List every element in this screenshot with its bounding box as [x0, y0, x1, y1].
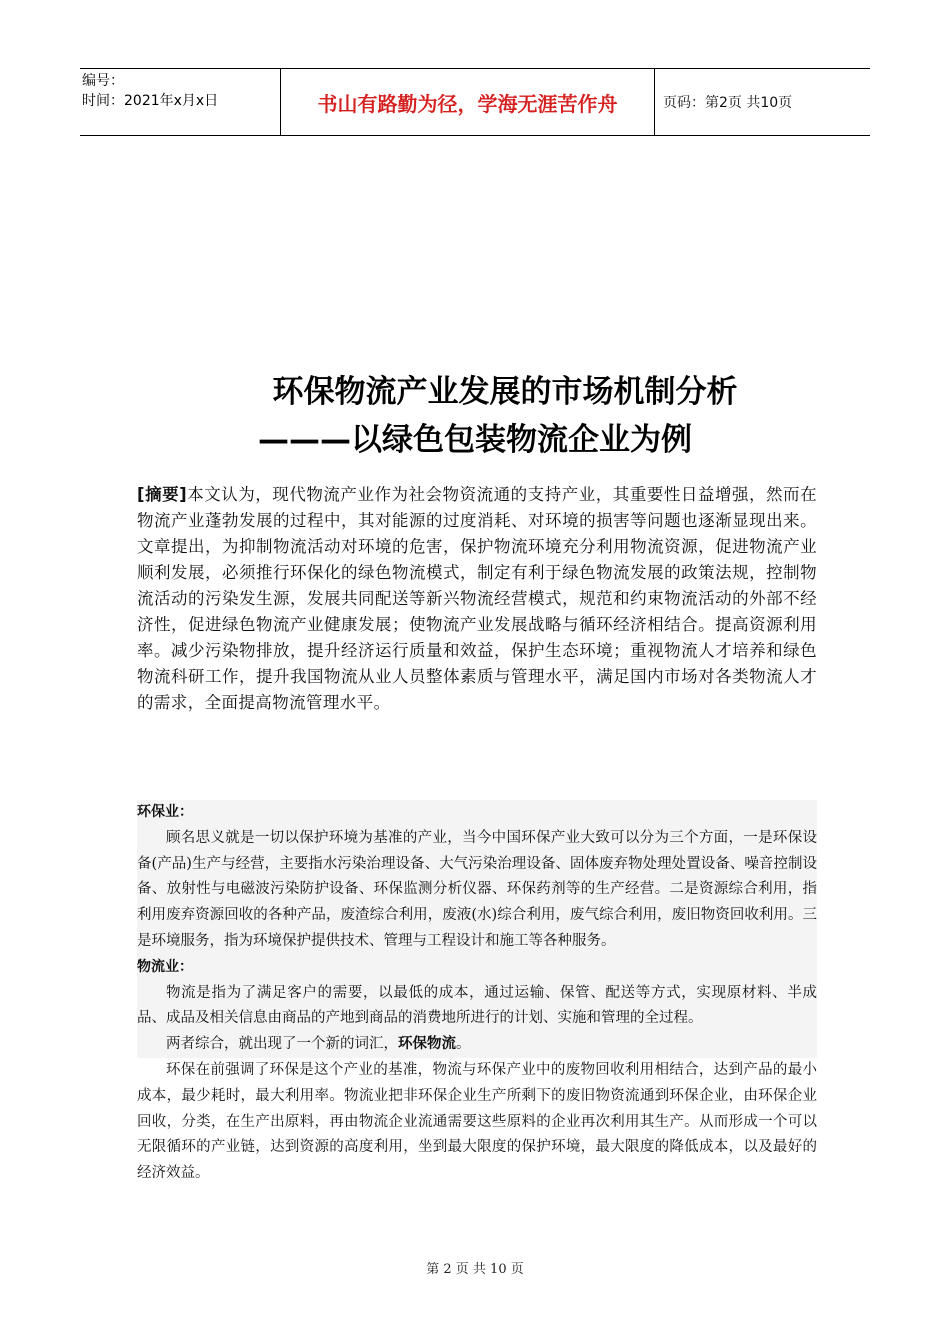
final-paragraph: 环保在前强调了环保是这个产业的基准，物流与环保产业中的废物回收利用相结合，达到产品的最小成本，最少耗时，最大利用率。物流业把非环保企业生产所剩下的废旧物资流通到环保企业，由环保企业回收，分类，在生产出原料，再由物流企业流通需要这些原料的企业再次利用其生产。从而形成一个可以无限循环的产业链，达到资源的高度利用，坐到最大限度的保护环境，最大限度的降低成本，以及最好的经济效益。: [137, 1061, 817, 1182]
header-motto: 书山有路勤为径，学海无涯苦作舟: [281, 69, 655, 135]
env-paragraph: 顾名思义就是一切以保护环境为基准的产业，当今中国环保产业大致可以分为三个方面，一是环保设备(产品)生产与经营，主要指水污染治理设备、大气污染治理设备、固体废弃物处理处置设备、噪音控制设备、放射性与电磁波污染防护设备、环保监测分析仪器、环保药剂等的生产经营。二是资源综合利用，指利用废弃资源回收的各种产品，废渣综合利用，废液(水)综合利用，废气综合利用，废旧物资回收利用。三是环境服务，指为环境保护提供技术、管理与工程设计和施工等各种服务。: [137, 829, 817, 949]
header-time-label: 时间：2021年x月x日: [82, 93, 219, 109]
abstract-label: [摘要]: [137, 485, 188, 504]
header-number-label: 编号：: [82, 73, 124, 89]
logistics-heading: 物流业：: [137, 958, 193, 975]
abstract-text: 本文认为，现代物流产业作为社会物资流通的支持产业，其重要性日益增强，然而在物流产业蓬勃发展的过程中，其对能源的过度消耗、对环境的损害等问题也逐渐显现出来。文章提出，为抑制物流活动对环境的危害，保护物流环境充分利用物流资源，促进物流产业顺利发展，必须推行环保化的绿色物流模式，制定有利于绿色物流发展的政策法规，控制物流活动的污染发生源，发展共同配送等新兴物流经营模式，规范和约束物流活动的外部不经济性，促进绿色物流产业健康发展；使物流产业发展战略与循环经济相结合。提高资源利用率。减少污染物排放，提升经济运行质量和效益，保护生态环境；重视物流人才培养和绿色物流科研工作，提升我国物流从业人员整体素质与管理水平，满足国内市场对各类物流人才的需求，全面提高物流管理水平。: [137, 485, 817, 712]
shaded-block: [137, 800, 817, 1058]
abstract: [137, 482, 817, 716]
document-subtitle: ———以绿色包装物流企业为例: [258, 422, 692, 458]
body-text: [137, 800, 817, 1187]
combine-text: 两者综合，就出现了一个新的词汇，: [166, 1036, 398, 1053]
page-header: [80, 68, 870, 136]
header-page-info: 页码：第2页 共10页: [663, 95, 793, 111]
page-footer: 第 2 页 共 10 页: [426, 1262, 524, 1277]
env-heading: 环保业：: [137, 804, 193, 820]
logistics-paragraph: 物流是指为了满足客户的需要，以最低的成本，通过运输、保管、配送等方式，实现原材料、半成品、成品及相关信息由商品的产地到商品的消费地所进行的计划、实施和管理的全过程。: [137, 984, 817, 1027]
combine-paragraph: [137, 1032, 817, 1058]
combine-term: 环保物流: [398, 1036, 456, 1053]
header-meta: [80, 69, 281, 135]
document-title: 环保物流产业发展的市场机制分析: [272, 374, 738, 410]
combine-end: 。: [456, 1036, 471, 1053]
